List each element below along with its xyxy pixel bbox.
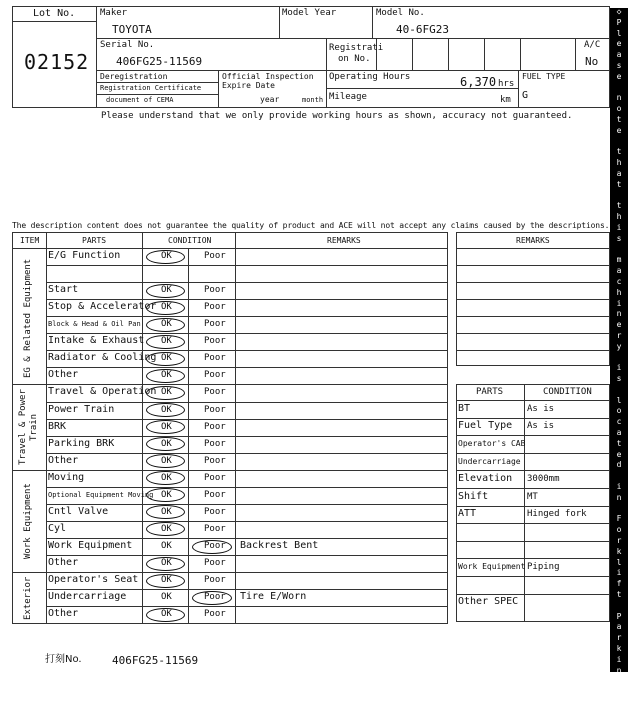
table-row bbox=[46, 419, 448, 436]
side-note-char: s bbox=[616, 60, 622, 70]
divider bbox=[456, 541, 610, 542]
divider bbox=[575, 38, 576, 70]
part-label: E/G Function bbox=[48, 250, 121, 261]
lot-number: 02152 bbox=[24, 50, 90, 74]
side-note-char: i bbox=[616, 482, 622, 492]
divider bbox=[456, 594, 610, 595]
disclaimer: The description content does not guarantee the quality of product and ACE will not accept any claims caused by the descriptions. bbox=[12, 221, 610, 230]
group-label-travel bbox=[17, 385, 45, 470]
part-label: Stop & Accelerator bbox=[48, 301, 157, 313]
ok-option: OK bbox=[161, 302, 172, 313]
hrs-unit: hrs bbox=[498, 79, 515, 89]
poor-option: Poor bbox=[204, 609, 226, 620]
selected-ok-circle bbox=[146, 369, 185, 383]
side-note-char: s bbox=[616, 374, 622, 384]
divider bbox=[518, 70, 519, 108]
poor-option: Poor bbox=[204, 370, 226, 381]
spec-condition: MT bbox=[527, 491, 538, 502]
side-note-char: i bbox=[616, 568, 622, 578]
side-note-char: a bbox=[616, 266, 622, 276]
selected-poor-circle bbox=[192, 591, 232, 605]
part-label: Other bbox=[48, 454, 79, 466]
part-label: BRK bbox=[48, 420, 67, 432]
part-label: Optional Equipment Moving bbox=[48, 490, 154, 499]
side-note-char: c bbox=[616, 276, 622, 286]
part-label: Undercarriage bbox=[48, 591, 127, 603]
km-unit: km bbox=[500, 95, 511, 105]
poor-option: Poor bbox=[204, 438, 226, 449]
side-note-char: e bbox=[616, 125, 622, 135]
table-row bbox=[46, 248, 448, 265]
side-note-char: l bbox=[616, 557, 622, 567]
side-note-char: c bbox=[616, 417, 622, 427]
table-row bbox=[46, 555, 448, 572]
part-label: Other bbox=[48, 608, 79, 620]
selected-ok-circle bbox=[146, 301, 185, 315]
poor-option: Poor bbox=[204, 387, 226, 398]
part-label: Block & Head & Oil Pan bbox=[48, 320, 141, 329]
spec-part: BT bbox=[458, 402, 471, 414]
side-note-char: t bbox=[616, 590, 622, 600]
stamp-label: 打刻No. bbox=[45, 654, 82, 665]
side-note-char: l bbox=[616, 395, 622, 405]
divider bbox=[456, 435, 610, 436]
registration-label-2: on No. bbox=[338, 54, 371, 64]
part-label: Intake & Exhaust bbox=[48, 335, 145, 347]
ok-option: OK bbox=[161, 489, 172, 500]
ok-option: OK bbox=[161, 609, 172, 620]
poor-option: Poor bbox=[204, 592, 226, 603]
part-label: Work Equipment bbox=[48, 540, 133, 552]
side-note-char: s bbox=[616, 233, 622, 243]
divider bbox=[456, 453, 610, 454]
side-note-char: a bbox=[616, 168, 622, 178]
side-note-char: a bbox=[616, 428, 622, 438]
selected-ok-circle bbox=[146, 471, 185, 485]
side-note-char: t bbox=[616, 438, 622, 448]
part-label: Travel & Operation bbox=[48, 386, 157, 398]
side-note-char: i bbox=[616, 654, 622, 664]
registration-certificate-label: Registration Certificate bbox=[100, 84, 202, 92]
side-note-char: e bbox=[616, 39, 622, 49]
divider bbox=[524, 384, 525, 622]
poor-option: Poor bbox=[204, 575, 226, 586]
spec-part: Elevation bbox=[458, 472, 513, 484]
side-note-char: r bbox=[616, 633, 622, 643]
table-row bbox=[46, 504, 448, 521]
fuel-type-value: G bbox=[522, 90, 529, 101]
side-note-char: o bbox=[616, 525, 622, 535]
part-label: Radiator & Cooling bbox=[48, 352, 157, 364]
divider bbox=[456, 506, 610, 507]
divider bbox=[456, 470, 610, 471]
spec-condition: Piping bbox=[527, 561, 560, 572]
spec-condition: As is bbox=[527, 421, 555, 432]
group-label-work: Work Equipment bbox=[23, 483, 33, 559]
divider bbox=[456, 265, 610, 266]
spec-part: Work Equipment bbox=[458, 562, 526, 572]
poor-option: Poor bbox=[204, 353, 226, 364]
registration-label: Registrati bbox=[329, 43, 384, 53]
side-note-char: r bbox=[616, 536, 622, 546]
divider bbox=[456, 316, 610, 317]
selected-ok-circle bbox=[146, 505, 185, 519]
poor-option: Poor bbox=[204, 472, 226, 483]
divider bbox=[12, 21, 96, 22]
poor-option: Poor bbox=[204, 404, 226, 415]
table-row bbox=[46, 367, 448, 384]
side-note-char: e bbox=[616, 449, 622, 459]
poor-option: Poor bbox=[204, 302, 226, 313]
side-note-char: P bbox=[616, 611, 622, 621]
poor-option: Poor bbox=[204, 489, 226, 500]
item-header: ITEM bbox=[20, 236, 40, 245]
table-row bbox=[46, 436, 448, 453]
poor-option: Poor bbox=[204, 455, 226, 466]
ok-option: OK bbox=[161, 285, 172, 296]
year-label: year bbox=[260, 95, 280, 104]
side-note-char: g bbox=[616, 676, 622, 686]
remarks-header: REMARKS bbox=[327, 236, 361, 245]
poor-option: Poor bbox=[204, 558, 226, 569]
ok-option: OK bbox=[161, 558, 172, 569]
group-label-travel-1: Travel & Power bbox=[18, 389, 28, 466]
side-note-char: i bbox=[616, 363, 622, 373]
ok-option: OK bbox=[161, 319, 172, 330]
side-note-char: i bbox=[616, 222, 622, 232]
table-row bbox=[46, 589, 448, 606]
model-no-value: 40-6FG23 bbox=[396, 23, 449, 36]
poor-option: Poor bbox=[204, 336, 226, 347]
poor-option: Poor bbox=[204, 319, 226, 330]
divider bbox=[456, 350, 610, 351]
divider bbox=[448, 38, 449, 70]
divider bbox=[372, 6, 373, 38]
side-note-char: i bbox=[616, 298, 622, 308]
month-label: month bbox=[302, 96, 324, 104]
model-year-label: Model Year bbox=[282, 8, 337, 18]
part-label: Other bbox=[48, 557, 79, 569]
selected-ok-circle bbox=[146, 318, 185, 332]
divider bbox=[520, 38, 521, 70]
spec-condition: As is bbox=[527, 403, 555, 414]
selected-ok-circle bbox=[146, 608, 185, 622]
table-row bbox=[46, 316, 448, 333]
ok-option: OK bbox=[161, 506, 172, 517]
side-note-char: n bbox=[616, 309, 622, 319]
ok-option: OK bbox=[161, 421, 172, 432]
part-label: Start bbox=[48, 284, 79, 296]
selected-ok-circle bbox=[146, 454, 185, 468]
part-label: Parking BRK bbox=[48, 437, 115, 449]
spec-condition-header: CONDITION bbox=[543, 387, 592, 397]
part-label: Power Train bbox=[48, 403, 115, 415]
operating-hours-label: Operating Hours bbox=[329, 72, 411, 82]
side-note-bar bbox=[610, 7, 628, 707]
ok-option: OK bbox=[161, 455, 172, 466]
divider bbox=[456, 523, 610, 524]
table-row bbox=[46, 572, 448, 589]
table-row bbox=[46, 487, 448, 504]
side-note-char: h bbox=[616, 158, 622, 168]
ok-option: OK bbox=[161, 404, 172, 415]
divider bbox=[456, 333, 610, 334]
selected-ok-circle bbox=[146, 335, 185, 349]
side-note-char: a bbox=[616, 50, 622, 60]
poor-option: Poor bbox=[204, 421, 226, 432]
model-no-label: Model No. bbox=[376, 8, 425, 18]
side-note-char: n bbox=[616, 93, 622, 103]
lot-label: Lot No. bbox=[33, 8, 76, 19]
group-label-travel-2: Train bbox=[29, 413, 39, 442]
poor-option: Poor bbox=[204, 506, 226, 517]
selected-poor-circle bbox=[192, 540, 232, 554]
table-row bbox=[46, 470, 448, 487]
selected-ok-circle bbox=[146, 522, 185, 536]
ac-label: A/C bbox=[584, 40, 601, 50]
condition-header: CONDITION bbox=[168, 236, 212, 245]
remarks-right-header: REMARKS bbox=[516, 236, 550, 245]
side-note-char: e bbox=[616, 320, 622, 330]
selected-ok-circle bbox=[146, 557, 185, 571]
part-label: Cntl Valve bbox=[48, 505, 109, 517]
divider bbox=[456, 488, 610, 489]
poor-option: Poor bbox=[204, 251, 226, 261]
table-row bbox=[46, 402, 448, 419]
side-note-char: a bbox=[616, 622, 622, 632]
side-note-char: h bbox=[616, 287, 622, 297]
divider bbox=[456, 400, 610, 401]
hours-notice: Please understand that we only provide working hours as shown, accuracy not guaranteed. bbox=[101, 111, 573, 121]
table-row bbox=[46, 538, 448, 555]
ok-option: OK bbox=[161, 472, 172, 483]
table-row bbox=[46, 453, 448, 470]
side-note-char: d bbox=[616, 460, 622, 470]
side-note-char: n bbox=[616, 665, 622, 675]
side-note-char: m bbox=[616, 255, 622, 265]
side-note-char: r bbox=[616, 330, 622, 340]
divider bbox=[456, 418, 610, 419]
side-note-char: o bbox=[616, 104, 622, 114]
maker-label: Maker bbox=[100, 8, 128, 18]
ok-option: OK bbox=[161, 370, 172, 381]
divider bbox=[279, 6, 280, 38]
side-note-char: o bbox=[616, 406, 622, 416]
ok-option: OK bbox=[161, 251, 172, 261]
selected-ok-circle bbox=[146, 386, 185, 400]
inspection-label: Official Inspection bbox=[222, 72, 314, 81]
divider bbox=[96, 94, 218, 95]
spec-condition: 3000mm bbox=[527, 473, 560, 484]
table-row bbox=[46, 606, 448, 623]
divider bbox=[326, 38, 327, 108]
side-note-char: t bbox=[616, 179, 622, 189]
serial-value: 406FG25-11569 bbox=[116, 55, 203, 68]
spec-part: ATT bbox=[458, 508, 477, 520]
selected-ok-circle bbox=[146, 284, 185, 298]
side-note-char: ◇ bbox=[616, 687, 622, 697]
selected-ok-circle bbox=[146, 574, 185, 588]
ac-value: No bbox=[585, 55, 599, 68]
side-note-char: l bbox=[616, 28, 622, 38]
table-row bbox=[46, 299, 448, 316]
divider bbox=[456, 299, 610, 300]
fuel-type-label: FUEL TYPE bbox=[522, 72, 566, 81]
divider bbox=[456, 576, 610, 577]
spec-parts-header: PARTS bbox=[476, 387, 504, 397]
ok-option: OK bbox=[161, 541, 172, 552]
inspection-label-2: Expire Date bbox=[222, 81, 275, 90]
spec-part: Other SPEC bbox=[458, 596, 519, 608]
divider bbox=[218, 70, 219, 108]
side-note-char bbox=[610, 602, 628, 613]
table-row bbox=[46, 521, 448, 538]
maker-value: TOYOTA bbox=[112, 23, 152, 36]
ok-option: OK bbox=[161, 523, 172, 534]
poor-option: Poor bbox=[204, 285, 226, 296]
selected-ok-circle bbox=[146, 250, 185, 264]
divider bbox=[456, 558, 610, 559]
side-note-char: f bbox=[616, 579, 622, 589]
ok-option: OK bbox=[161, 387, 172, 398]
side-note-char: F bbox=[616, 514, 622, 524]
side-note-char: t bbox=[616, 201, 622, 211]
side-note-char: P bbox=[616, 17, 622, 27]
divider bbox=[412, 38, 413, 70]
ok-option: OK bbox=[161, 353, 172, 364]
side-note-char: t bbox=[616, 147, 622, 157]
ok-option: OK bbox=[161, 438, 172, 449]
side-note-char: k bbox=[616, 644, 622, 654]
ok-option: OK bbox=[161, 336, 172, 347]
cema-label: document of CEMA bbox=[106, 96, 174, 104]
selected-ok-circle bbox=[146, 420, 185, 434]
selected-ok-circle bbox=[146, 403, 185, 417]
remark-text: Backrest Bent bbox=[240, 540, 319, 552]
deregistration-label: Deregistration bbox=[100, 72, 168, 81]
side-note-char: ◇ bbox=[616, 698, 622, 707]
table-row bbox=[46, 282, 448, 299]
divider bbox=[96, 82, 218, 83]
side-note-char: h bbox=[616, 212, 622, 222]
mileage-label: Mileage bbox=[329, 92, 367, 102]
divider bbox=[96, 38, 610, 39]
spec-part: Shift bbox=[458, 490, 489, 502]
selected-ok-circle bbox=[146, 437, 185, 451]
table-row bbox=[46, 350, 448, 367]
ok-option: OK bbox=[161, 575, 172, 586]
spec-part: Fuel Type bbox=[458, 420, 513, 432]
table-row bbox=[46, 333, 448, 350]
selected-ok-circle bbox=[146, 488, 185, 502]
side-note-char: k bbox=[616, 546, 622, 556]
parts-header: PARTS bbox=[82, 236, 107, 245]
side-note-char: ◇ bbox=[616, 7, 622, 16]
selected-ok-circle bbox=[146, 352, 185, 366]
table-row bbox=[46, 384, 448, 401]
ok-option: OK bbox=[161, 592, 172, 603]
side-note-char: t bbox=[616, 114, 622, 124]
poor-option: Poor bbox=[204, 541, 226, 552]
spec-condition: Hinged fork bbox=[527, 509, 587, 520]
side-note-char: e bbox=[616, 71, 622, 81]
divider bbox=[456, 282, 610, 283]
part-label: Moving bbox=[48, 471, 85, 483]
table-row bbox=[46, 265, 448, 282]
part-label: Other bbox=[48, 369, 79, 381]
side-note-char: y bbox=[616, 341, 622, 351]
divider bbox=[484, 38, 485, 70]
serial-label: Serial No. bbox=[100, 40, 155, 50]
operating-hours-value: 6,370 bbox=[460, 75, 497, 89]
part-label: Operator's Seat bbox=[48, 574, 139, 586]
divider bbox=[96, 6, 97, 108]
divider bbox=[96, 70, 610, 71]
remark-text: Tire E/Worn bbox=[240, 591, 307, 603]
part-label: Cyl bbox=[48, 522, 67, 534]
spec-part: Undercarriage bbox=[458, 456, 521, 466]
side-note-char: n bbox=[616, 492, 622, 502]
group-label-exterior: Exterior bbox=[23, 576, 33, 620]
divider bbox=[456, 248, 610, 249]
spec-part: Operator's CAB bbox=[458, 439, 526, 449]
stamp-value: 406FG25-11569 bbox=[112, 654, 199, 667]
poor-option: Poor bbox=[204, 523, 226, 534]
group-label-eg: EG & Related Equipment bbox=[23, 258, 33, 378]
